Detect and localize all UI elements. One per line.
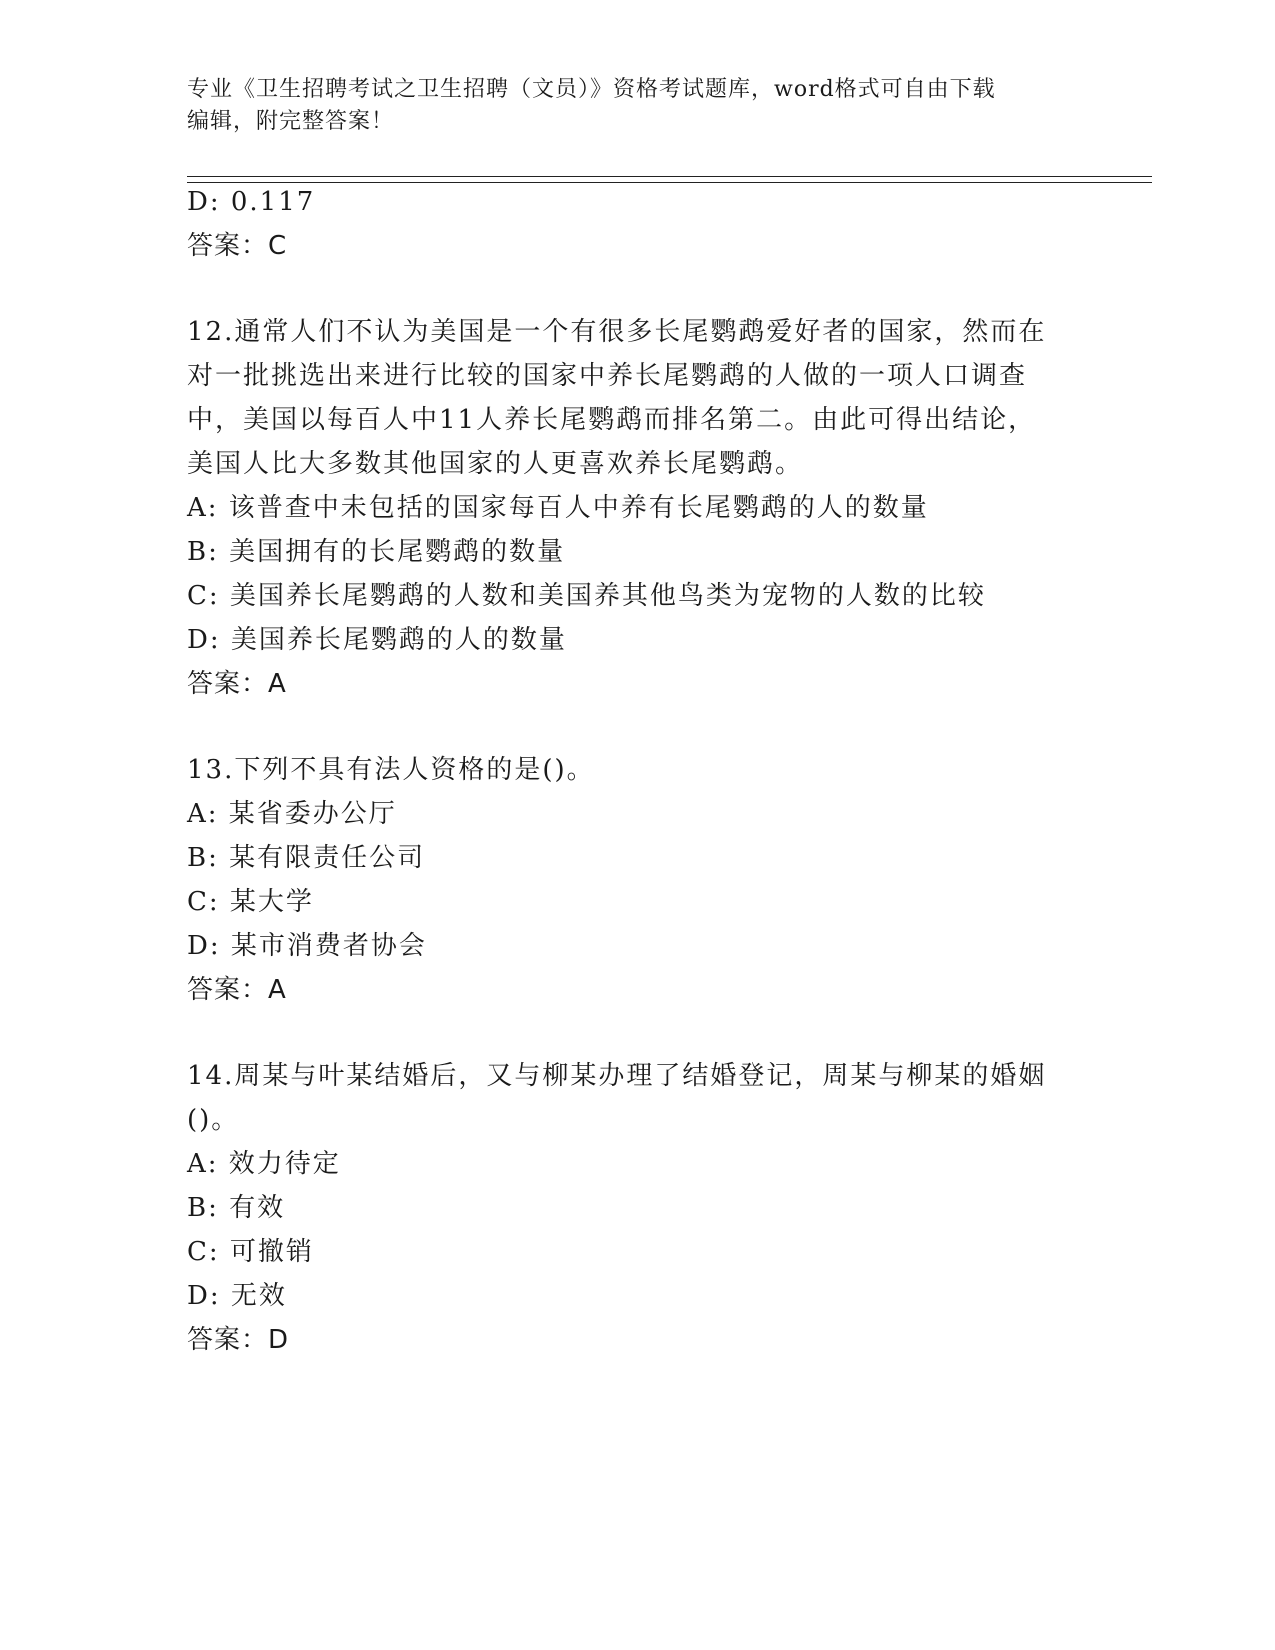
q12-option-b: B: 美国拥有的长尾鹦鹉的数量 — [187, 537, 566, 567]
q12-option-a: A: 该普查中未包括的国家每百人中养有长尾鹦鹉的人的数量 — [187, 493, 929, 523]
q14-answer: 答案：D — [187, 1325, 290, 1355]
q14-option-c: C: 可撤销 — [187, 1237, 314, 1267]
q12-option-c: C: 美国养长尾鹦鹉的人数和美国养其他鸟类为宠物的人数的比较 — [187, 581, 986, 611]
header-rule-bottom — [187, 182, 1152, 183]
q13-option-b: B: 某有限责任公司 — [187, 843, 426, 873]
q12-stem-line-4: 美国人比大多数其他国家的人更喜欢养长尾鹦鹉。 — [187, 449, 804, 479]
q13-answer: 答案：A — [187, 975, 287, 1005]
q12-stem-line-2: 对一批挑选出来进行比较的国家中养长尾鹦鹉的人做的一项人口调查 — [187, 361, 1028, 391]
q13-option-a: A: 某省委办公厅 — [187, 799, 397, 829]
header-note — [187, 74, 1087, 138]
prev-answer: 答案：C — [187, 231, 288, 261]
header-rule-top — [187, 176, 1152, 177]
q13-stem-line-1: 13.下列不具有法人资格的是()。 — [187, 755, 595, 785]
q12-stem-line-3: 中，美国以每百人中11人养长尾鹦鹉而排名第二。由此可得出结论， — [187, 405, 1037, 435]
q12-answer: 答案：A — [187, 669, 287, 699]
q14-option-a: A: 效力待定 — [187, 1149, 341, 1179]
q12-option-d: D: 美国养长尾鹦鹉的人的数量 — [187, 625, 567, 655]
q14-option-d: D: 无效 — [187, 1281, 287, 1311]
prev-option-d: D: 0.117 — [187, 187, 316, 217]
q14-stem-line-2: ()。 — [187, 1105, 240, 1135]
q14-option-b: B: 有效 — [187, 1193, 286, 1223]
q12-stem-line-1: 12.通常人们不认为美国是一个有很多长尾鹦鹉爱好者的国家，然而在 — [187, 317, 1047, 347]
header-line-2: 编辑，附完整答案！ — [187, 109, 395, 134]
header-line-1: 专业《卫生招聘考试之卫生招聘（文员）》资格考试题库，word格式可自由下载 — [187, 77, 996, 102]
q13-option-c: C: 某大学 — [187, 887, 314, 917]
q14-stem-line-1: 14.周某与叶某结婚后，又与柳某办理了结婚登记，周某与柳某的婚姻 — [187, 1061, 1047, 1091]
q13-option-d: D: 某市消费者协会 — [187, 931, 427, 961]
